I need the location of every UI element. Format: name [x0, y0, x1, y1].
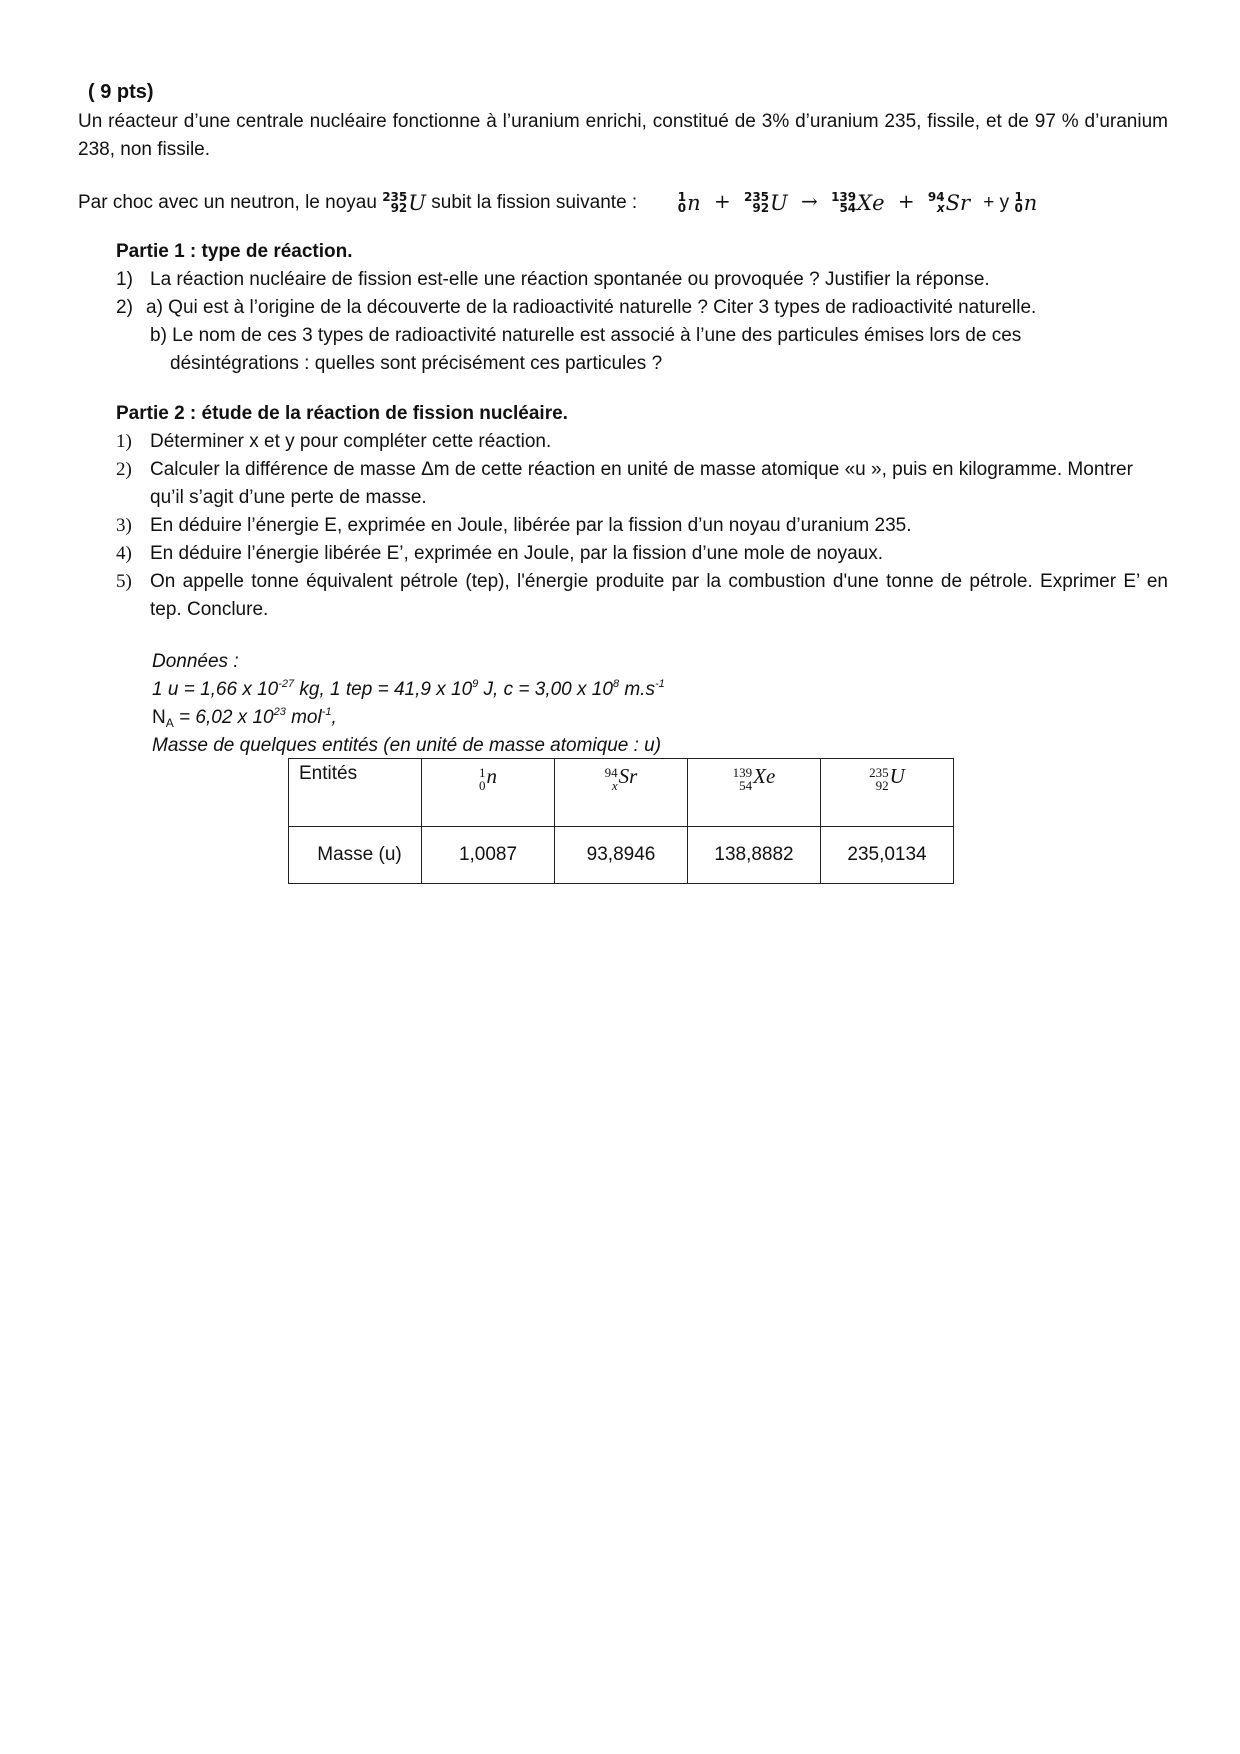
table-row-entities	[289, 759, 954, 827]
table-mass-neutron: 1,0087	[422, 827, 555, 884]
data-avogadro: $N_A = 6,02$ x $10^{23}$ mol$^{-1}$,	[152, 706, 337, 730]
data-masses-title: Masse de quelques entités (en unité de masse atomique : u)	[152, 735, 662, 756]
table-mass-strontium: 93,8946	[555, 827, 688, 884]
data-constants: 1 u = 1,66 x $10^{-27}$ kg, 1 tep = 41,9 x $10^9$ J, c = 3,00 x $10^8$ $m.s^{-1}$	[152, 678, 665, 700]
eq-neutron: 1 0 n	[677, 189, 701, 215]
exercise-page	[78, 78, 1168, 884]
table-mass-xenon: 138,8882	[688, 827, 821, 884]
part-2-question-1: 1) Déterminer x et y pour compléter cette réaction.	[116, 431, 552, 452]
eq-neutron-2: 1 0 n	[1014, 189, 1038, 215]
table-row-masses	[289, 827, 954, 884]
part-1-question-2b-line-2: désintégrations : quelles sont précisément ces particules ?	[170, 353, 663, 374]
eq-plus-1: +	[713, 189, 731, 213]
part-2-question-4: 4) En déduire l’énergie libérée E’, exprimée en Joule, par la fission d’une mole de noyaux.	[116, 543, 883, 564]
table-label-entities: Entités	[289, 759, 422, 827]
eq-plus-y: + y	[983, 192, 1010, 213]
table-entity-neutron: 1 0 n	[422, 759, 555, 827]
data-title: Données :	[152, 651, 239, 672]
eq-xenon: 139 54 Xe	[831, 189, 885, 215]
intro-paragraph: Un réacteur d’une centrale nucléaire fonctionne à l’uranium enrichi, constitué de 3% d’uranium 235, fissile, et de 97 % d’uranium 238, non fissile.	[78, 111, 1168, 160]
part-1-question-2a: 2) a) Qui est à l’origine de la découverte de la radioactivité naturelle ? Citer 3 types de radioactivité naturelle.	[116, 297, 1037, 318]
part-1	[116, 238, 1168, 378]
table-entity-uranium: 235 92 U	[821, 759, 954, 827]
part-2-title: Partie 2 : étude de la réaction de fission nucléaire.	[116, 403, 568, 424]
eq-uranium: 235 92 U	[743, 189, 788, 215]
eq-strontium: 94 x Sr	[927, 189, 970, 215]
fission-text-after: subit la fission suivante :	[431, 192, 638, 213]
table-label-masses: Masse (u)	[289, 827, 422, 884]
part-1-question-2b-line-1: b) Le nom de ces 3 types de radioactivité naturelle est associé à l’une des particules émises lors de ces	[150, 325, 1022, 346]
part-2-question-5: 5) On appelle tonne équivalent pétrole (tep), l'énergie produite par la combustion d'une tonne de pétrole. Exprimer E’ en tep. Conclure.	[116, 571, 1168, 620]
part-2	[116, 400, 1168, 624]
fission-statement	[78, 184, 1168, 220]
eq-plus-2: +	[897, 189, 915, 213]
points-header: ( 9 pts)	[88, 81, 154, 103]
table-mass-uranium: 235,0134	[821, 827, 954, 884]
part-1-question-1: 1) La réaction nucléaire de fission est-elle une réaction spontanée ou provoquée ? Justifier la réponse.	[116, 269, 990, 290]
nucleus-u235: 235 92 U	[382, 189, 426, 215]
part-1-title: Partie 1 : type de réaction.	[116, 241, 353, 262]
table-entity-xenon: 139 54 Xe	[688, 759, 821, 827]
mass-table	[288, 758, 954, 884]
eq-arrow: →	[801, 189, 818, 213]
fission-text-before: Par choc avec un neutron, le noyau	[78, 192, 377, 213]
table-entity-strontium: 94 x Sr	[555, 759, 688, 827]
part-2-question-3: 3) En déduire l’énergie E, exprimée en Joule, libérée par la fission d’un noyau d’uranium 235.	[116, 515, 912, 536]
part-2-question-2: 2) Calculer la différence de masse Δm de cette réaction en unité de masse atomique «u », puis en kilogramme. Montrer qu’il s’agit d’une perte de masse.	[116, 459, 1133, 508]
data-section	[152, 648, 1168, 760]
